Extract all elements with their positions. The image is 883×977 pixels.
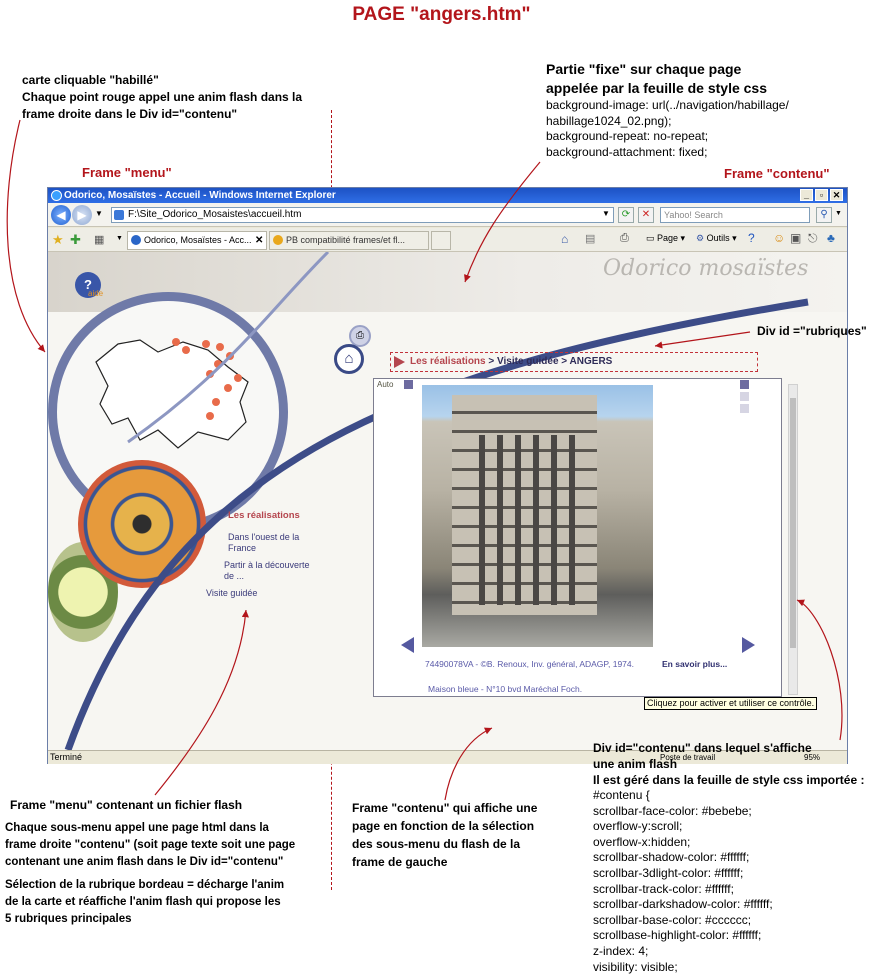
menu-desc-line-0: Chaque sous-menu appel une page html dans la [5, 822, 269, 834]
aide-label[interactable]: aide [88, 289, 104, 298]
search-icon[interactable]: ⚲ [816, 207, 832, 223]
arrow-rubriques [655, 332, 750, 346]
research-icon[interactable]: ▣ [790, 231, 802, 245]
back-button[interactable]: ◀ [51, 205, 71, 225]
css-line-2: overflow-y:scroll; [593, 819, 683, 834]
fixe-css-1: habillage1024_02.png); [546, 113, 672, 128]
add-favorite-icon[interactable]: ✚ [70, 232, 81, 247]
css-line-0: #contenu { [593, 788, 650, 802]
refresh-icon[interactable]: ⟳ [618, 207, 634, 223]
arrow-visite [155, 610, 246, 795]
stop-icon[interactable]: ✕ [638, 207, 654, 223]
frame-menu-label: Frame "menu" [82, 165, 172, 180]
search-dropdown-icon[interactable]: ▼ [835, 210, 842, 217]
page-menu[interactable]: ▭ Page ▾ [646, 233, 686, 243]
quick-tabs-icon[interactable]: ▦ [94, 234, 105, 246]
breadcrumb-realisations[interactable]: Les réalisations [410, 356, 486, 367]
favorites-star-icon[interactable]: ★ [52, 232, 64, 247]
tab-list-dropdown-icon[interactable]: ▼ [116, 235, 123, 242]
photo-caption: 74490078VA - ©B. Renoux, Inv. général, ADAGP, 1974. [425, 659, 634, 669]
menu-item-visite[interactable]: Visite guidée [206, 588, 258, 598]
carte-line2: frame droite dans le Div id="contenu" [22, 107, 238, 121]
home-button[interactable]: ⌂ [334, 344, 364, 374]
site-logo: Odorico mosaïstes [603, 256, 809, 281]
printer-icon[interactable]: ⎙ [349, 325, 371, 347]
div-contenu-title2: une anim flash [593, 757, 678, 771]
status-zone: Poste de travail [660, 753, 716, 762]
maximize-button[interactable]: ▫ [815, 189, 828, 201]
arrow-carte [7, 120, 45, 352]
menu-flash-annotation: Frame "menu" contenant un fichier flash [10, 798, 243, 812]
menu-desc-line-1: frame droite "contenu" (soit page texte soit une page [5, 839, 296, 851]
frame-contenu-label: Frame "contenu" [724, 166, 830, 181]
messenger-icon[interactable]: ⎋ [808, 231, 818, 245]
div-contenu-title: Div id="contenu" dans lequel s'affiche [593, 741, 812, 755]
zoom-level[interactable]: 95% [804, 753, 821, 762]
breadcrumb-separator-2: > [558, 356, 570, 367]
feeds-icon[interactable]: ▤ [585, 233, 596, 245]
fixe-css-2: background-repeat: no-repeat; [546, 129, 709, 144]
addon-icon[interactable]: ♣ [827, 231, 835, 245]
tools-menu-label: Outils [706, 233, 730, 243]
home-icon[interactable]: ⌂ [561, 232, 569, 246]
selection-line-0: Sélection de la rubrique bordeau = décharge l'anim [5, 879, 285, 891]
page-title: PAGE "angers.htm" [352, 4, 531, 25]
print-icon[interactable]: ⎙ [620, 232, 629, 244]
menu-title[interactable]: Les réalisations [228, 510, 300, 521]
history-dropdown-icon[interactable]: ▼ [95, 209, 103, 218]
en-savoir-plus-link[interactable]: En savoir plus... [662, 659, 728, 669]
contenu-frame-line-0: Frame "contenu" qui affiche une [352, 801, 538, 815]
menu-item-ouest-line2: France [228, 543, 257, 553]
css-line-7: scrollbar-darkshadow-color: #ffffff; [593, 897, 773, 912]
css-line-1: scrollbar-face-color: #bebebe; [593, 803, 752, 818]
fixe-css-3: background-attachment: fixed; [546, 144, 708, 159]
arrow-contenu-frame [445, 728, 492, 800]
selection-line-2: 5 rubriques principales [5, 913, 132, 925]
carte-line1: Chaque point rouge appel une anim flash dans la [22, 90, 303, 104]
status-text: Terminé [50, 752, 83, 762]
contenu-frame-line-1: page en fonction de la sélection [352, 819, 535, 833]
breadcrumb-visite[interactable]: Visite guidée [497, 356, 559, 367]
arrow-div-contenu [797, 600, 842, 740]
close-tab-icon[interactable]: ✕ [255, 235, 264, 246]
gear-icon: ⚙ [696, 233, 705, 243]
tools-menu[interactable]: ⚙ Outils ▾ [696, 233, 737, 243]
help-icon[interactable]: ? [748, 231, 755, 245]
css-line-4: scrollbar-shadow-color: #ffffff; [593, 850, 750, 865]
selection-line-1: de la carte et réaffiche l'anim flash qui propose les [5, 896, 281, 908]
css-line-3: overflow-x:hidden; [593, 834, 691, 849]
fixe-sub: appelée par la feuille de style css [546, 80, 767, 96]
activate-control-tooltip: Cliquez pour activer et utiliser ce contrôle. [644, 697, 817, 710]
breadcrumb-angers: ANGERS [569, 356, 613, 367]
contenu-frame-line-3: frame de gauche [352, 855, 448, 869]
smiley-icon[interactable]: ☺ [773, 231, 786, 245]
menu-desc-line-2: contenant une anim flash dans le Div id="contenu" [5, 856, 284, 868]
contenu-frame-line-2: des sous-menu du flash de la [352, 837, 521, 851]
css-line-9: scrollbase-highlight-color: #ffffff; [593, 928, 762, 943]
css-line-8: scrollbar-base-color: #cccccc; [593, 912, 752, 927]
css-line-5: scrollbar-3dlight-color: #ffffff; [593, 865, 744, 880]
forward-button[interactable]: ▶ [72, 205, 92, 225]
div-rubriques-annotation: Div id ="rubriques" [757, 324, 867, 338]
tab1-label: Odorico, Mosaïstes - Acc... [144, 235, 252, 245]
help-bubble-icon[interactable]: ? [75, 272, 101, 298]
minimize-button[interactable]: _ [800, 189, 813, 201]
auto-label[interactable]: Auto [377, 380, 394, 389]
breadcrumb-separator-1: > [485, 356, 497, 367]
carte-title: carte cliquable "habillé" [22, 73, 159, 87]
fixe-title: Partie "fixe" sur chaque page [546, 61, 742, 77]
tab2-label: PB compatibilité frames/et fl... [286, 235, 406, 245]
address-dropdown-icon[interactable]: ▼ [602, 209, 610, 218]
address-value: F:\Site_Odorico_Mosaistes\accueil.htm [128, 209, 302, 220]
search-input[interactable]: Yahoo! Search [660, 207, 810, 223]
css-line-10: z-index: 4; [593, 943, 649, 958]
photo-title: Maison bleue - N°10 bvd Maréchal Foch. [428, 684, 583, 694]
div-contenu-sub: Il est géré dans la feuille de style css importée : [593, 773, 865, 787]
page-menu-icon: ▭ [646, 233, 658, 243]
css-line-11: visibility: visible; [593, 959, 678, 974]
menu-item-decouverte-line2: de ... [224, 571, 245, 581]
menu-item-ouest-line1: Dans l'ouest de la [228, 532, 300, 542]
close-window-button[interactable]: ✕ [830, 189, 843, 201]
fixe-css-0: background-image: url(../navigation/habillage/ [546, 98, 789, 112]
arrow-fixe [465, 162, 540, 282]
window-title: Odorico, Mosaïstes - Accueil - Windows Internet Explorer [64, 190, 336, 201]
css-line-6: scrollbar-track-color: #ffffff; [593, 881, 734, 896]
menu-item-decouverte-line1: Partir à la découverte [224, 560, 310, 570]
page-menu-label: Page [657, 233, 679, 243]
